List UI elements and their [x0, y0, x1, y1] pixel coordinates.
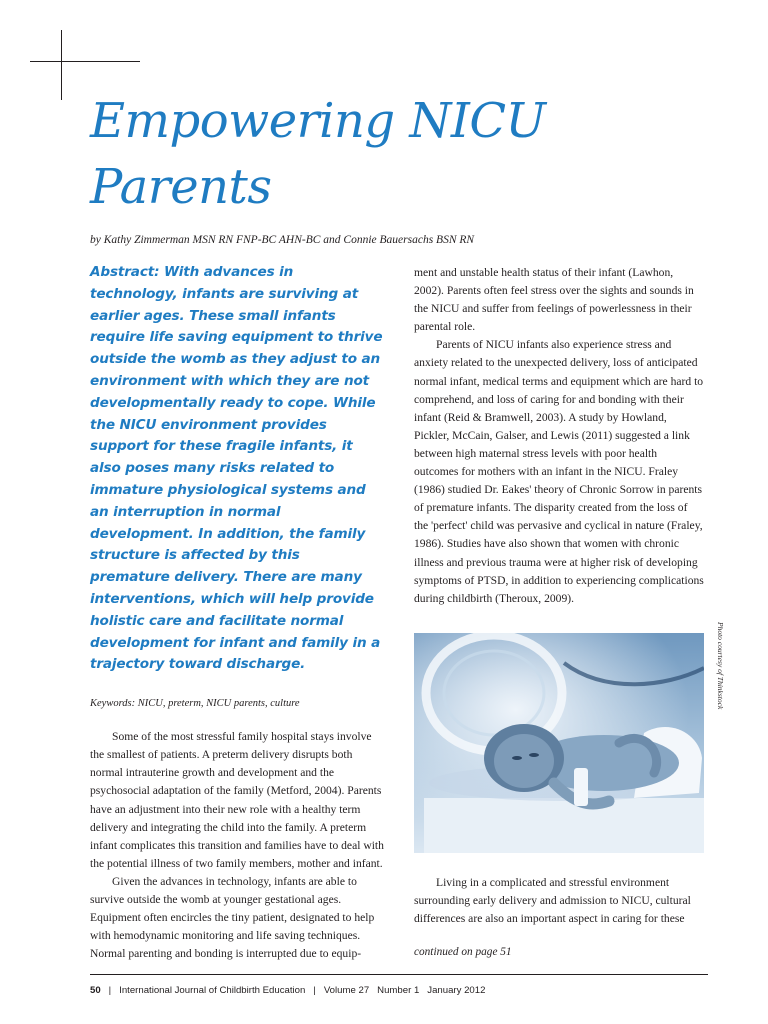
journal-name: International Journal of Childbirth Education [119, 985, 306, 996]
page-number: 50 [90, 985, 101, 996]
issue-number: Number 1 [377, 985, 420, 996]
article-title [90, 88, 690, 220]
infant-photo-illustration [414, 633, 704, 853]
crop-mark-vertical [61, 30, 62, 100]
issue-date: January 2012 [427, 985, 486, 996]
abstract: Abstract: With advances in technology, infants are surviving at earlier ages. These small infants require life saving equipment to thrive outside the womb as they adjust to an environment with which they are not developmentally ready to cope. While the NICU environment provides support for these fragile infants, it also poses many risks related to immature physiological systems and an interruption in normal development. In addition, the family structure is affected by this premature delivery. There are many interventions, which will help provide holistic care and facilitate normal development for infant and family in a trajectory toward discharge. [90, 264, 383, 673]
crop-mark-horizontal [30, 61, 140, 62]
page-footer: 50 | International Journal of Childbirth Education | Volume 27 Number 1 January 2012 [90, 985, 486, 996]
left-body [90, 728, 384, 963]
infant-photo [414, 633, 704, 853]
right-column [414, 264, 704, 958]
paragraph: Living in a complicated and stressful environment surrounding early delivery and admission to NICU, cultural differences are also an important aspect in caring for these [414, 875, 691, 925]
title-line-1: Empowering NICU [90, 93, 546, 149]
keywords: Keywords: NICU, preterm, NICU parents, culture [90, 698, 300, 710]
left-column [90, 262, 384, 963]
volume: Volume 27 [323, 985, 370, 996]
continued-note: continued on page 51 [414, 946, 512, 959]
photo-credit: Photo courtesy of Thinkstock [716, 622, 725, 710]
paragraph: ment and unstable health status of their infant (Lawhon, 2002). Parents often feel stress over the sights and sounds in the NICU and suffer from feelings of powerlessness in their parental role. [414, 266, 694, 334]
paragraph: Parents of NICU infants also experience stress and anxiety related to the unexpected delivery, loss of anticipated normal infant, medical terms and equipment which are hard to comprehend, and loss of caring for and bonding with their infant (Reid & Bramwell, 2003). A study by Howland, Pickler, McCain, Galser, and Lewis (2011) suggested a link between high maternal stress levels with poor health outcomes for mothers with an infant in the NICU. Fraley (1986) studied Dr. Eakes' theory of Chronic Sorrow in parents of premature infants. The disparity created from the loss of the 'perfect' child was pervasive and cyclical in nature (Fraley, 1986). Studies have also shown that women with chronic illness and previous trauma were at higher risk of developing symptoms of PTSD, in addition to experiencing complications during childbirth (Theroux, 2009). [414, 338, 704, 605]
paragraph: Given the advances in technology, infants are able to survive outside the womb at younger gestational ages. Equipment often encircles the tiny patient, designated to help with hemodynamic monitoring and life saving techniques. Normal parenting and bonding is interrupted due to equip- [90, 874, 375, 961]
byline: by Kathy Zimmerman MSN RN FNP-BC AHN-BC and Connie Bauersachs BSN RN [90, 234, 475, 246]
footer-rule [90, 974, 708, 975]
title-line-2: Parents [90, 159, 272, 215]
paragraph: Some of the most stressful family hospital stays involve the smallest of patients. A preterm delivery disrupts both normal intrauterine growth and development and the psychosocial adaptation of the family (Metford, 2004). Parents have an adjustment into their new role with a healthy term delivery and integrating the child into the family. A preterm infant complicates this transition and families have to deal with the potential illness of two family members, mother and infant. [90, 730, 384, 870]
